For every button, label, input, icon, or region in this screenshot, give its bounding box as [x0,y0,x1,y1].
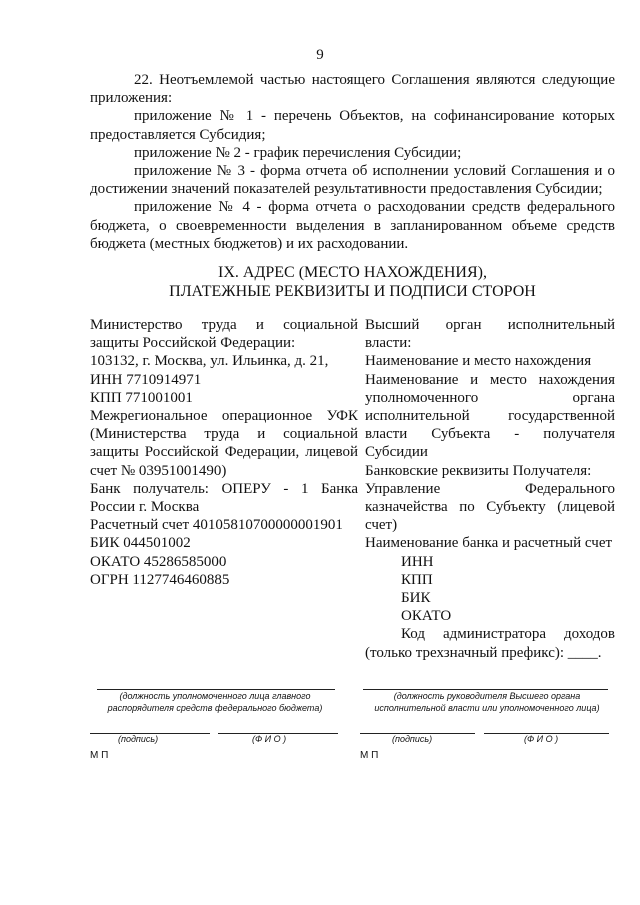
appendix-3: приложение № 3 - форма отчета об исполнении условий Соглашения и о достижении значений показателей результативности предоставления Субсидии; [90,163,615,198]
right-signature-label: (подпись) [392,734,433,744]
recipient-inn: ИНН [401,553,434,570]
appendix-4: приложение № 4 - форма отчета о расходовании средств федерального бюджета, о своевременности выделения в запланированном объеме средств бюджета (местных бюджетов) и их расходовании. [90,199,615,252]
recipient-okato: ОКАТО [401,608,452,625]
appendix-2: приложение № 2 - график перечисления Субсидии; [134,144,462,161]
ministry-inn: ИНН 7710914971 [90,371,202,388]
right-fio-label: (Ф И О ) [524,734,559,744]
clause-intro: 22. Неотъемлемой частью настоящего Соглашения являются следующие приложения: [90,72,615,107]
appendix-1: приложение № 1 - перечень Объектов, на софинансирование которых предоставляется Субсидия; [90,108,615,143]
page-number: 9 [316,47,324,63]
recipient-treasury: Управление Федерального казначейства по Субъекту (лицевой счет) [365,480,615,534]
left-stamp-label: М П [90,750,109,761]
right-stamp-label: М П [360,750,379,761]
recipient-kpp: КПП [401,571,433,588]
recipient-codes [365,553,615,626]
ministry-okato: ОКАТО 45286585000 [90,553,227,570]
right-position-caption: (должность руководителя Высшего органа исполнительной власти или уполномоченного лица) [374,691,600,713]
ministry-bik: БИК 044501002 [90,535,191,552]
ministry-details [90,316,358,589]
ministry-ufk: Межрегиональное операционное УФК (Министерства труда и социальной защиты Российской Федерации, лицевой счет № 03951001490) [90,408,358,479]
recipient-bank-name: Наименование банка и расчетный счет [365,535,613,552]
section-heading [90,263,615,301]
left-fio-label: (Ф И О ) [252,734,287,744]
recipient-name-location: Наименование и место нахождения [365,353,592,370]
recipient-admin-code: Код администратора доходов (только трехзначный префикс): ____. [365,626,615,661]
recipient-bank-details-label: Банковские реквизиты Получателя: [365,462,592,479]
left-signature-label: (подпись) [118,734,159,744]
ministry-account: Расчетный счет 40105810700000001901 [90,517,343,534]
ministry-name: Министерство труда и социальной защиты Российской Федерации: [90,317,358,352]
recipient-authorized-body: Наименование и место нахождения уполномоченного органа исполнительной государственной власти Субъекта - получателя Субсидии [365,371,615,461]
ministry-bank: Банк получатель: ОПЕРУ - 1 Банка России г. Москва [90,480,358,516]
recipient-details [365,316,615,662]
ministry-ogrn: ОГРН 1127746460885 [90,571,230,588]
clause-22 [90,71,615,253]
ministry-address: 103132, г. Москва, ул. Ильинка, д. 21, [90,353,329,370]
recipient-name: Высший орган исполнительный власти: [365,317,615,352]
recipient-bik: БИК [401,590,431,607]
section-title-line1: IX. АДРЕС (МЕСТО НАХОЖДЕНИЯ), [218,264,487,281]
left-position-caption: (должность уполномоченного лица главного распорядителя средств федерального бюджета) [107,691,323,713]
ministry-kpp: КПП 771001001 [90,389,193,406]
section-title-line2: ПЛАТЕЖНЫЕ РЕКВИЗИТЫ И ПОДПИСИ СТОРОН [169,283,536,300]
